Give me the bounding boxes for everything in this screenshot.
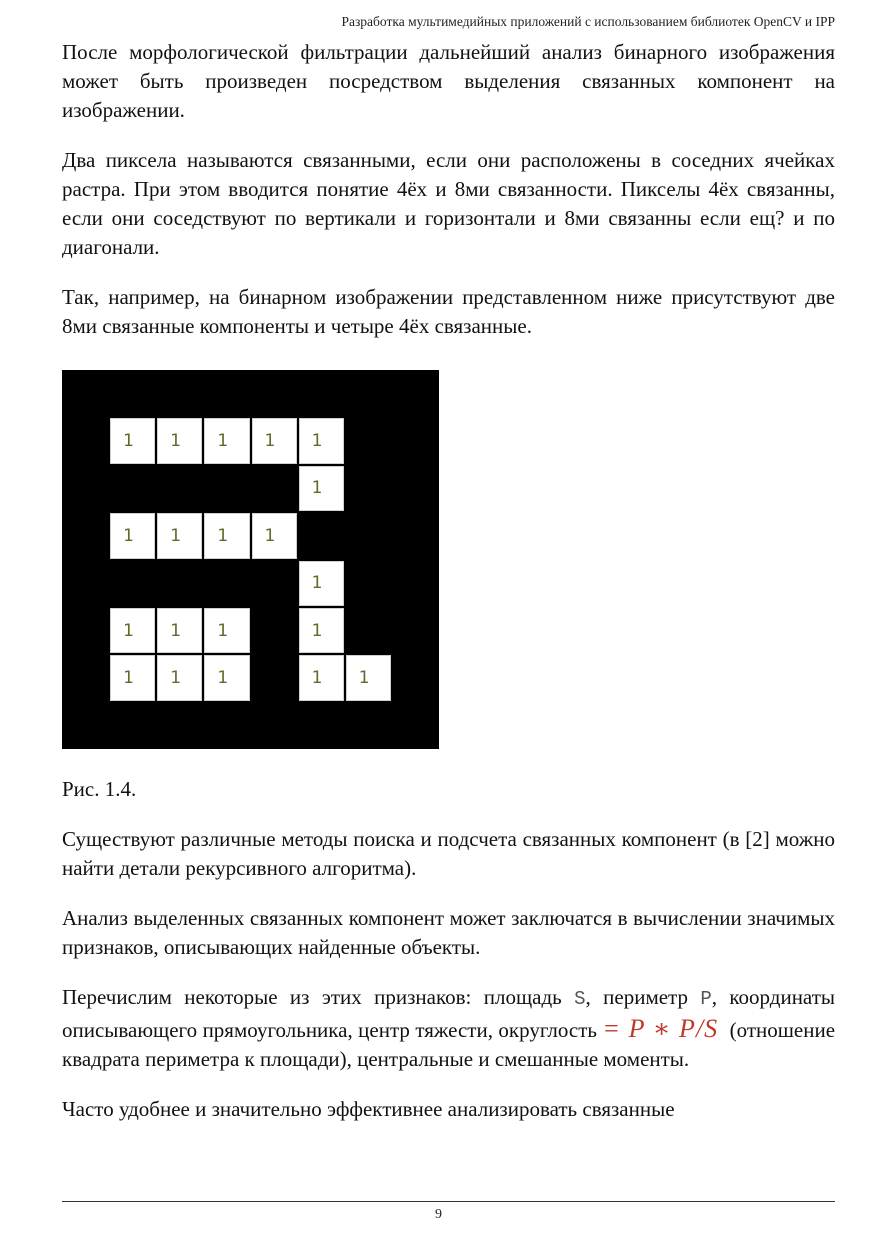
roundness-formula: = P ∗ P/S xyxy=(602,1014,719,1043)
white-pixel-cell xyxy=(299,655,344,700)
white-pixel-cell xyxy=(299,608,344,653)
pixel-value-label: 1 xyxy=(123,431,134,452)
pixel-value-label: 1 xyxy=(123,667,134,688)
black-pixel-cell xyxy=(393,466,438,511)
black-pixel-cell xyxy=(63,513,108,558)
pixel-value-label: 1 xyxy=(358,667,370,688)
black-pixel-cell xyxy=(252,371,297,416)
pixel-value-label: 1 xyxy=(311,667,323,688)
black-pixel-cell xyxy=(393,561,438,606)
paragraph-example: Так, например, на бинарном изображении представленном ниже присутствуют две 8ми связанные компоненты и четыре 4ёх связанные. xyxy=(62,285,835,338)
white-pixel-cell xyxy=(110,608,155,653)
features-text-2: , периметр xyxy=(585,985,701,1009)
white-pixel-cell xyxy=(204,513,249,558)
black-pixel-cell xyxy=(252,561,297,606)
black-pixel-cell xyxy=(346,466,391,511)
white-pixel-cell xyxy=(299,561,344,606)
black-pixel-cell xyxy=(393,371,438,416)
pixel-value-label: 1 xyxy=(170,667,182,688)
black-pixel-cell xyxy=(346,608,391,653)
pixel-value-label: 1 xyxy=(217,525,229,546)
black-pixel-cell xyxy=(252,655,297,700)
black-pixel-cell xyxy=(63,703,108,748)
page-body xyxy=(62,38,835,1145)
running-header: Разработка мультимедийных приложений с использованием библиотек OpenCV и IPP xyxy=(341,14,835,29)
black-pixel-cell xyxy=(346,561,391,606)
black-pixel-cell xyxy=(393,513,438,558)
features-text-3: , координаты описывающего прямоугольника, центр тяжести, округлость xyxy=(62,985,835,1042)
black-pixel-cell xyxy=(204,371,249,416)
paragraph-connectivity: Два пиксела называются связанными, если они расположены в соседних ячейках растра. При этом вводится понятие 4ёх и 8ми связанности. Пикселы 4ёх связанны, если они соседствуют по вертикали и горизонтали и 8ми связанны если ещ? и по диагонали. xyxy=(62,148,835,259)
white-pixel-cell xyxy=(157,513,202,558)
black-pixel-cell xyxy=(63,466,108,511)
pixel-value-label: 1 xyxy=(311,573,323,594)
black-pixel-cell xyxy=(252,466,297,511)
white-pixel-cell xyxy=(157,655,202,700)
pixel-value-label: 1 xyxy=(311,478,323,499)
pixel-value-label: 1 xyxy=(217,620,229,641)
black-pixel-cell xyxy=(157,561,202,606)
pixel-value-label: 1 xyxy=(123,525,134,546)
black-pixel-cell xyxy=(393,418,438,463)
black-pixel-cell xyxy=(299,513,344,558)
pixel-value-label: 1 xyxy=(264,431,276,452)
black-pixel-cell xyxy=(63,655,108,700)
figure-caption: Рис. 1.4. xyxy=(62,777,137,801)
black-pixel-cell xyxy=(346,371,391,416)
black-pixel-cell xyxy=(157,703,202,748)
white-pixel-cell xyxy=(110,418,155,463)
paragraph-analysis: Анализ выделенных связанных компонент может заключатся в вычислении значимых признаков, описывающих найденные объекты. xyxy=(62,906,835,959)
pixel-value-label: 1 xyxy=(264,525,276,546)
black-pixel-cell xyxy=(110,371,155,416)
black-pixel-cell xyxy=(63,608,108,653)
white-pixel-cell xyxy=(204,655,249,700)
black-pixel-cell xyxy=(204,703,249,748)
area-symbol: S xyxy=(574,988,586,1010)
black-pixel-cell xyxy=(157,371,202,416)
black-pixel-cell xyxy=(252,608,297,653)
pixel-value-label: 1 xyxy=(170,525,182,546)
black-pixel-cell xyxy=(110,466,155,511)
white-pixel-cell xyxy=(204,608,249,653)
paragraph-morphology: После морфологической фильтрации дальнейший анализ бинарного изображения может быть произведен посредством выделения связанных компонент на изображении. xyxy=(62,40,835,122)
black-pixel-cell xyxy=(346,418,391,463)
binary-image-figure xyxy=(62,370,439,749)
white-pixel-cell xyxy=(157,608,202,653)
white-pixel-cell xyxy=(252,513,297,558)
white-pixel-cell xyxy=(299,466,344,511)
footer-rule xyxy=(62,1201,835,1202)
white-pixel-cell xyxy=(204,418,249,463)
white-pixel-cell xyxy=(157,418,202,463)
page-number: 9 xyxy=(435,1207,442,1222)
white-pixel-cell xyxy=(252,418,297,463)
pixel-value-label: 1 xyxy=(123,620,134,641)
black-pixel-cell xyxy=(346,513,391,558)
pixel-value-label: 1 xyxy=(311,620,323,641)
pixel-grid xyxy=(62,370,439,749)
pixel-value-label: 1 xyxy=(311,431,323,452)
black-pixel-cell xyxy=(393,655,438,700)
black-pixel-cell xyxy=(393,608,438,653)
pixel-value-label: 1 xyxy=(170,431,182,452)
white-pixel-cell xyxy=(110,655,155,700)
black-pixel-cell xyxy=(110,561,155,606)
pixel-value-label: 1 xyxy=(170,620,182,641)
black-pixel-cell xyxy=(204,561,249,606)
paragraph-continuation: Часто удобнее и значительно эффективнее анализировать связанные xyxy=(62,1097,675,1121)
black-pixel-cell xyxy=(63,371,108,416)
black-pixel-cell xyxy=(299,371,344,416)
black-pixel-cell xyxy=(63,561,108,606)
features-text-1: Перечислим некоторые из этих признаков: площадь xyxy=(62,985,575,1009)
white-pixel-cell xyxy=(299,418,344,463)
features-text-4: (отношение квадрата периметра к площади), центральные и смешанные моменты. xyxy=(62,1018,836,1071)
paragraph-features xyxy=(62,983,835,1074)
pixel-value-label: 1 xyxy=(217,431,229,452)
black-pixel-cell xyxy=(63,418,108,463)
black-pixel-cell xyxy=(157,466,202,511)
white-pixel-cell xyxy=(110,513,155,558)
black-pixel-cell xyxy=(346,703,391,748)
black-pixel-cell xyxy=(110,703,155,748)
paragraph-methods: Существуют различные методы поиска и подсчета связанных компонент (в [2] можно найти детали рекурсивного алгоритма). xyxy=(62,827,835,880)
perimeter-symbol: P xyxy=(700,988,712,1010)
black-pixel-cell xyxy=(204,466,249,511)
pixel-value-label: 1 xyxy=(217,667,229,688)
black-pixel-cell xyxy=(299,703,344,748)
black-pixel-cell xyxy=(252,703,297,748)
black-pixel-cell xyxy=(393,703,438,748)
white-pixel-cell xyxy=(346,655,391,700)
